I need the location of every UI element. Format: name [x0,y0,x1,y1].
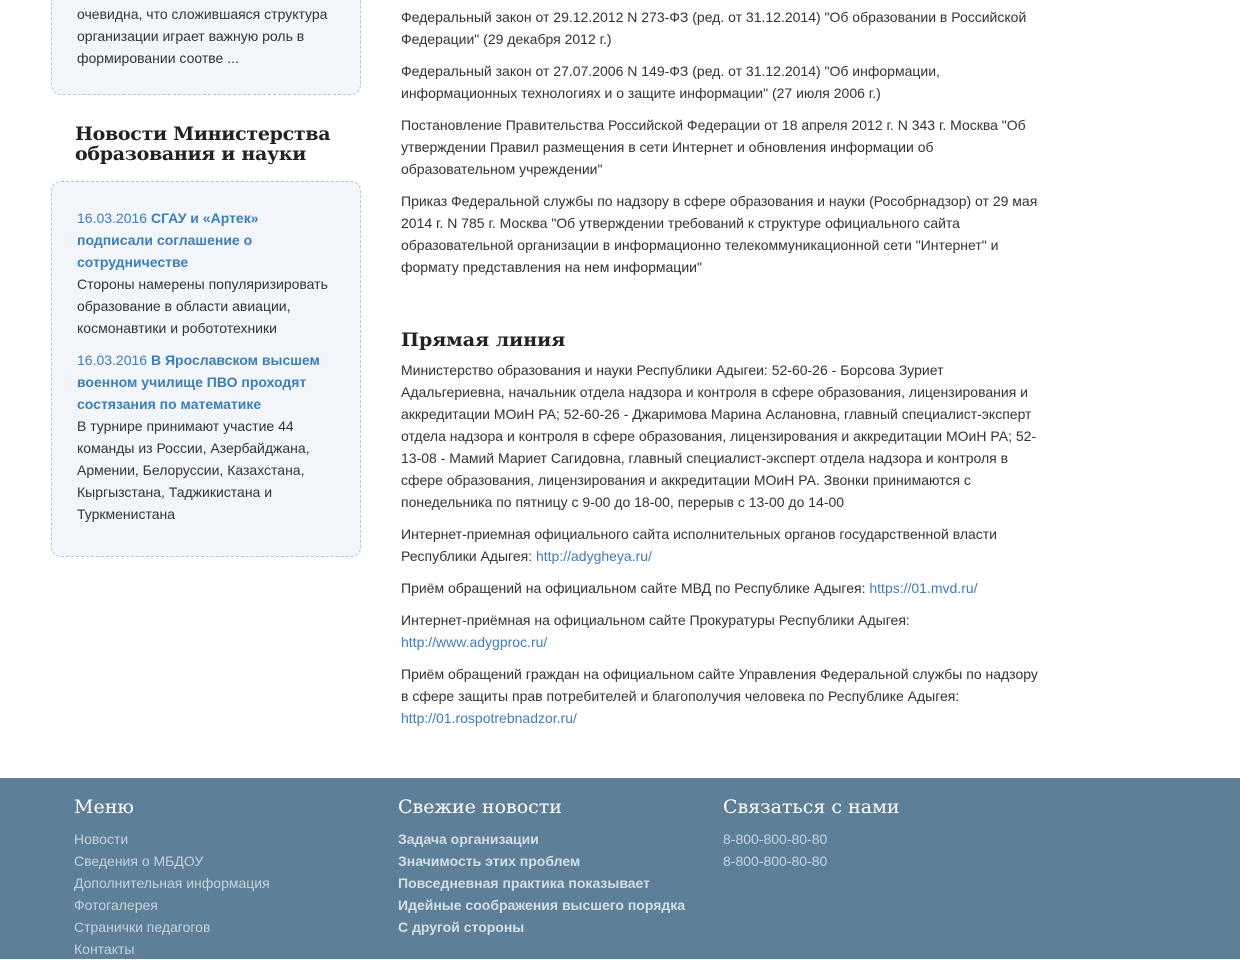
link-paragraph [401,663,1046,729]
adygheya-link[interactable]: http://adygheya.ru/ [535,548,652,564]
law-item: Федеральный закон от 29.12.2012 N 273-ФЗ (ред. от 31.12.2014) "Об образовании в Российской Федерации" (29 декабря 2012 г.) [401,9,1027,47]
sidebar-news-heading: Новости Министерства образования и науки [75,123,331,165]
footer-contacts [723,796,900,872]
footer-news [398,796,685,938]
main-content [401,0,1046,739]
footer-menu-item[interactable]: Сведения о МБДОУ [74,853,204,869]
link-paragraph [401,609,1046,653]
law-item: Приказ Федеральной службы по надзору в сфере образования и науки (Рособрнадзор) от 29 мая 2014 г. N 785 г. Москва "Об утверждении требований к структуре официального сайта образовательной организации в информационно телекоммуникационной сети "Интернет" и формату представления на нем информации" [401,193,1038,275]
news-title-link[interactable]: В Ярославском высшем военном училище ПВО проходят состязания по математике [77,352,320,412]
footer-menu-item[interactable]: Дополнительная информация [74,875,270,891]
link-description: Интернет-приёмная на официальном сайте Прокуратуры Республики Адыгея: [401,612,910,628]
hotline-heading: Прямая линия [401,329,566,351]
news-lead: В турнире принимают участие 44 команды из России, Азербайджана, Армении, Белоруссии, Казахстана, Кыргызстана, Таджикистана и Туркменистана [77,418,310,522]
footer-news-heading: Свежие новости [398,796,562,818]
news-date: 16.03.2016 [77,210,148,226]
footer-news-item[interactable]: С другой стороны [398,919,525,935]
footer-menu-heading: Меню [74,796,134,818]
footer-contacts-heading: Связаться с нами [723,796,900,818]
link-description: Приём обращений на официальном сайте МВД по Республике Адыгея: [401,580,870,596]
footer-news-item[interactable]: Повседневная практика показывает [398,875,650,891]
footer-phone[interactable]: 8-800-800-80-80 [723,853,828,869]
adygproc-link[interactable]: http://www.adygproc.ru/ [401,634,548,650]
news-date: 16.03.2016 [77,352,148,368]
mvd-link[interactable]: https://01.mvd.ru/ [869,580,978,596]
footer-menu-item[interactable]: Контакты [74,941,135,957]
sidebar [51,0,361,557]
link-description: Приём обращений граждан на официальном сайте Управления Федеральной службы по надзору в сфере защиты прав потребителей и благополучия человека по Республике Адыгея: [401,666,1038,704]
news-title-link[interactable]: СГАУ и «Артек» подписали соглашение о сотрудничестве [77,210,259,270]
footer-menu-item[interactable]: Странички педагогов [74,919,211,935]
footer-news-item[interactable]: Задача организации [398,831,539,847]
news-item [77,207,335,339]
news-lead: Стороны намерены популяризировать образование в области авиации, космонавтики и робототехники [77,276,328,336]
footer-news-item[interactable]: Идейные соображения высшего порядка [398,897,686,913]
sidebar-news-box [51,181,361,557]
link-paragraph [401,523,1046,567]
sidebar-intro-box [51,0,361,95]
hotline-text: Министерство образования и науки Республики Адыгеи: 52-60-26 - Борсова Зуриет Адальгериевна, начальник отдела надзора и контроля в сфере образования, лицензирования и аккредитации МОиН РА; 52-60-26 - Джаримова Марина Аслановна, главный специалист-эксперт отдела надзора и контроля в сфере образования, лицензирования и аккредитации МОиН РА; 52-13-08 - Мамий Мариет Сагидовна, главный специалист-эксперт отдела надзора и контроля в сфере образования, лицензирования и аккредитации МОиН РА. Звонки принимаются с понедельника по пятницу с 9-00 до 18-00, перерыв с 13-00 до 14-00 [401,362,1037,510]
sidebar-intro-text: очевидна, что сложившаяся структура организации играет важную роль в формировании соотве ... [77,6,328,66]
footer-news-item[interactable]: Значимость этих проблем [398,853,581,869]
footer [0,778,1240,959]
law-item: Федеральный закон от 27.07.2006 N 149-ФЗ (ред. от 31.12.2014) "Об информации, информационных технологиях и о защите информации" (27 июля 2006 г.) [401,63,940,101]
news-item [77,349,335,525]
footer-menu-item[interactable]: Новости [74,831,129,847]
footer-menu [74,796,270,960]
law-item: Постановление Правительства Российской Федерации от 18 апреля 2012 г. N 343 г. Москва "Об утверждении Правил размещения в сети Интернет и обновления информации об образовательном учреждении" [401,117,1026,177]
rospotrebnadzor-link[interactable]: http://01.rospotrebnadzor.ru/ [401,710,577,726]
link-description: Интернет-приемная официального сайта исполнительных органов государственной власти Республики Адыгея: [401,526,998,564]
link-paragraph [401,577,1046,599]
footer-phone[interactable]: 8-800-800-80-80 [723,831,828,847]
footer-menu-item[interactable]: Фотогалерея [74,897,158,913]
